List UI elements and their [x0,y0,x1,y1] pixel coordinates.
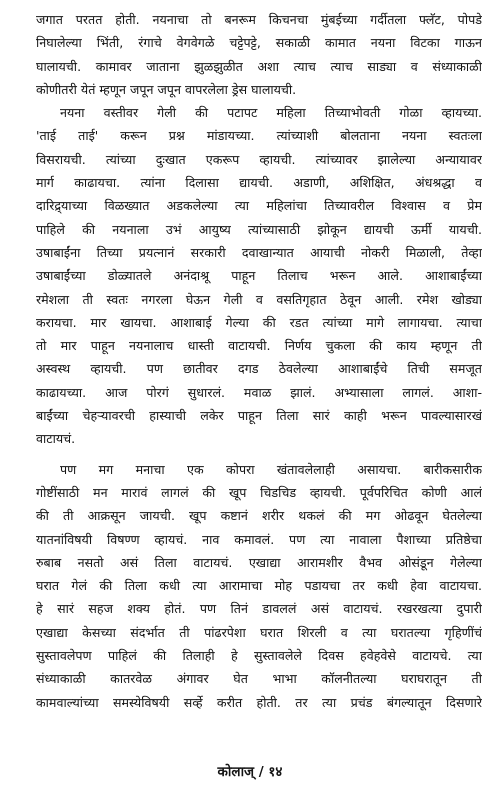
text-line: अस्वस्थ व्हायची. पण छातीवर दगड ठेवलेल्या आशाबाईंचे तिची समजूत [36,361,482,377]
text-line: गोष्टींसाठी मन मारावं लागलं की खूप चिडचिड व्हायची. पूर्वपरिचित कोणी आलं [36,484,482,500]
page-footer: कोलाज् / १४ [217,764,283,780]
text-line: मार्ग काढायचा. त्यांना दिलासा द्यायची. अडाणी, अशिक्षित, अंधश्रद्धा व [36,175,482,191]
paragraph-spacer [36,451,482,458]
text-line: की ती आक्रसून जायची. खूप कष्टानं शरीर थकलं की मग ओढवून घेतलेल्या [36,508,482,524]
text-line: यातनांविषयी विषण्ण व्हायचं. नाव कमावलं. पण त्या नावाला पैशाच्या प्रतिष्ठेचा [36,531,482,547]
text-line: निघालेल्या भिंती, रंगाचे वेगवेगळे चट्टेपट्टे, सकाळी कामात नयना विटका गाऊन [36,35,482,51]
text-line: उषाबाईंना तिच्या प्रयत्नानं सरकारी दवाखान्यात आयाची नोकरी मिळाली, तेव्हा [36,244,482,260]
text-line: जगात परतत होती. नयनाचा तो बनरूम किचनचा मुंबईच्या गर्दीतला फ्लॅट, पोपडे [36,12,482,27]
text-line: सुस्तावलेपण पाहिलं की तिलाही हे सुस्तावलेले दिवस हवेहवेसे वाटायचे. त्या [36,648,482,664]
text-line: संध्याकाळी कातरवेळ अंगावर घेत भाभा कॉलनीतल्या घराघरातून ती [36,671,482,687]
text-line: एखाद्या केसच्या संदर्भात ती पांढरपेशा घरात शिरली व त्या घरातल्या गृहिणींचं [36,624,482,640]
text-line: पण मग मनाचा एक कोपरा खंतावलेलाही असायचा. बारीकसारीक [60,461,482,477]
text-line: घरात गेलं की तिला कधी त्या आरामाचा मोह पडायचा तर कधी हेवा वाटायचा. [36,578,482,594]
text-line: काढायच्या. आज पोरगं सुधारलं. मवाळ झालं. अभ्यासाला लागलं. आशा- [36,384,482,400]
document-page [36,8,482,756]
text-line: बाईंच्या चेहऱ्यावरची हास्याची लकेर पाहून तिला सारं काही भरून पावल्यासारखं [36,408,482,424]
text-line: नयना वस्तीवर गेली की पटापट महिला तिच्याभोवती गोळा व्हायच्या. [60,105,482,121]
text-line: वाटायचं. [36,431,76,447]
text-line: दारिद्र्याच्या विळख्यात अडकलेल्या त्या महिलांचा तिच्यावरील विश्वास व प्रेम [36,198,482,214]
paragraph-1 [36,8,482,101]
text-line: कामवाल्यांच्या समस्येविषयी सर्व्हे करीत होती. तर त्या प्रचंड बंगल्यातून दिसणारे [36,694,482,710]
text-line: 'ताई ताई' करून प्रश्न मांडायच्या. त्यांच्याशी बोलताना नयना स्वतःला [36,128,482,144]
text-line: रुबाब नसतो असं तिला वाटायचं. एखाद्या आरामशीर वैभव ओसंडून गेलेल्या [36,554,482,570]
text-line: पाहिले की नयनाला उभं आयुष्य त्यांच्यासाठी झोकून द्यायची ऊर्मी यायची. [36,221,482,237]
text-line: घालायची. कामावर जाताना झुळझुळीत अशा त्याच त्याच साड्या व संध्याकाळी [36,58,482,74]
text-line: हे सारं सहज शक्य होतं. पण तिनं डावललं असं वाटायचं. रखरखत्या दुपारी [36,601,482,617]
text-line: कोणीतरी येतं म्हणून जपून जपून वापरलेला ड्रेस घालायची. [36,81,297,97]
text-line: रमेशला ती स्वतः नगरला घेऊन गेली व वसतिगृहात ठेवून आली. रमेश खोड्या [36,291,482,307]
paragraph-3 [36,458,482,714]
text-line: तो मार पाहून नयनालाच धास्ती वाटायची. निर्णय चुकला की काय म्हणून ती [36,338,482,354]
text-line: उषाबाईंच्या डोळ्यातले अनंदाश्रू पाहून तिलाच भरून आले. आशाबाईंच्या [36,268,482,284]
text-line: विसरायची. त्यांच्या दुःखात एकरूप व्हायची. त्यांच्यावर झालेल्या अन्यायावर [36,151,482,167]
paragraph-2 [36,101,482,450]
text-line: करायचा. मार खायचा. आशाबाई गेल्या की रडत त्यांच्या मागे लागायचा. त्याचा [36,314,482,330]
